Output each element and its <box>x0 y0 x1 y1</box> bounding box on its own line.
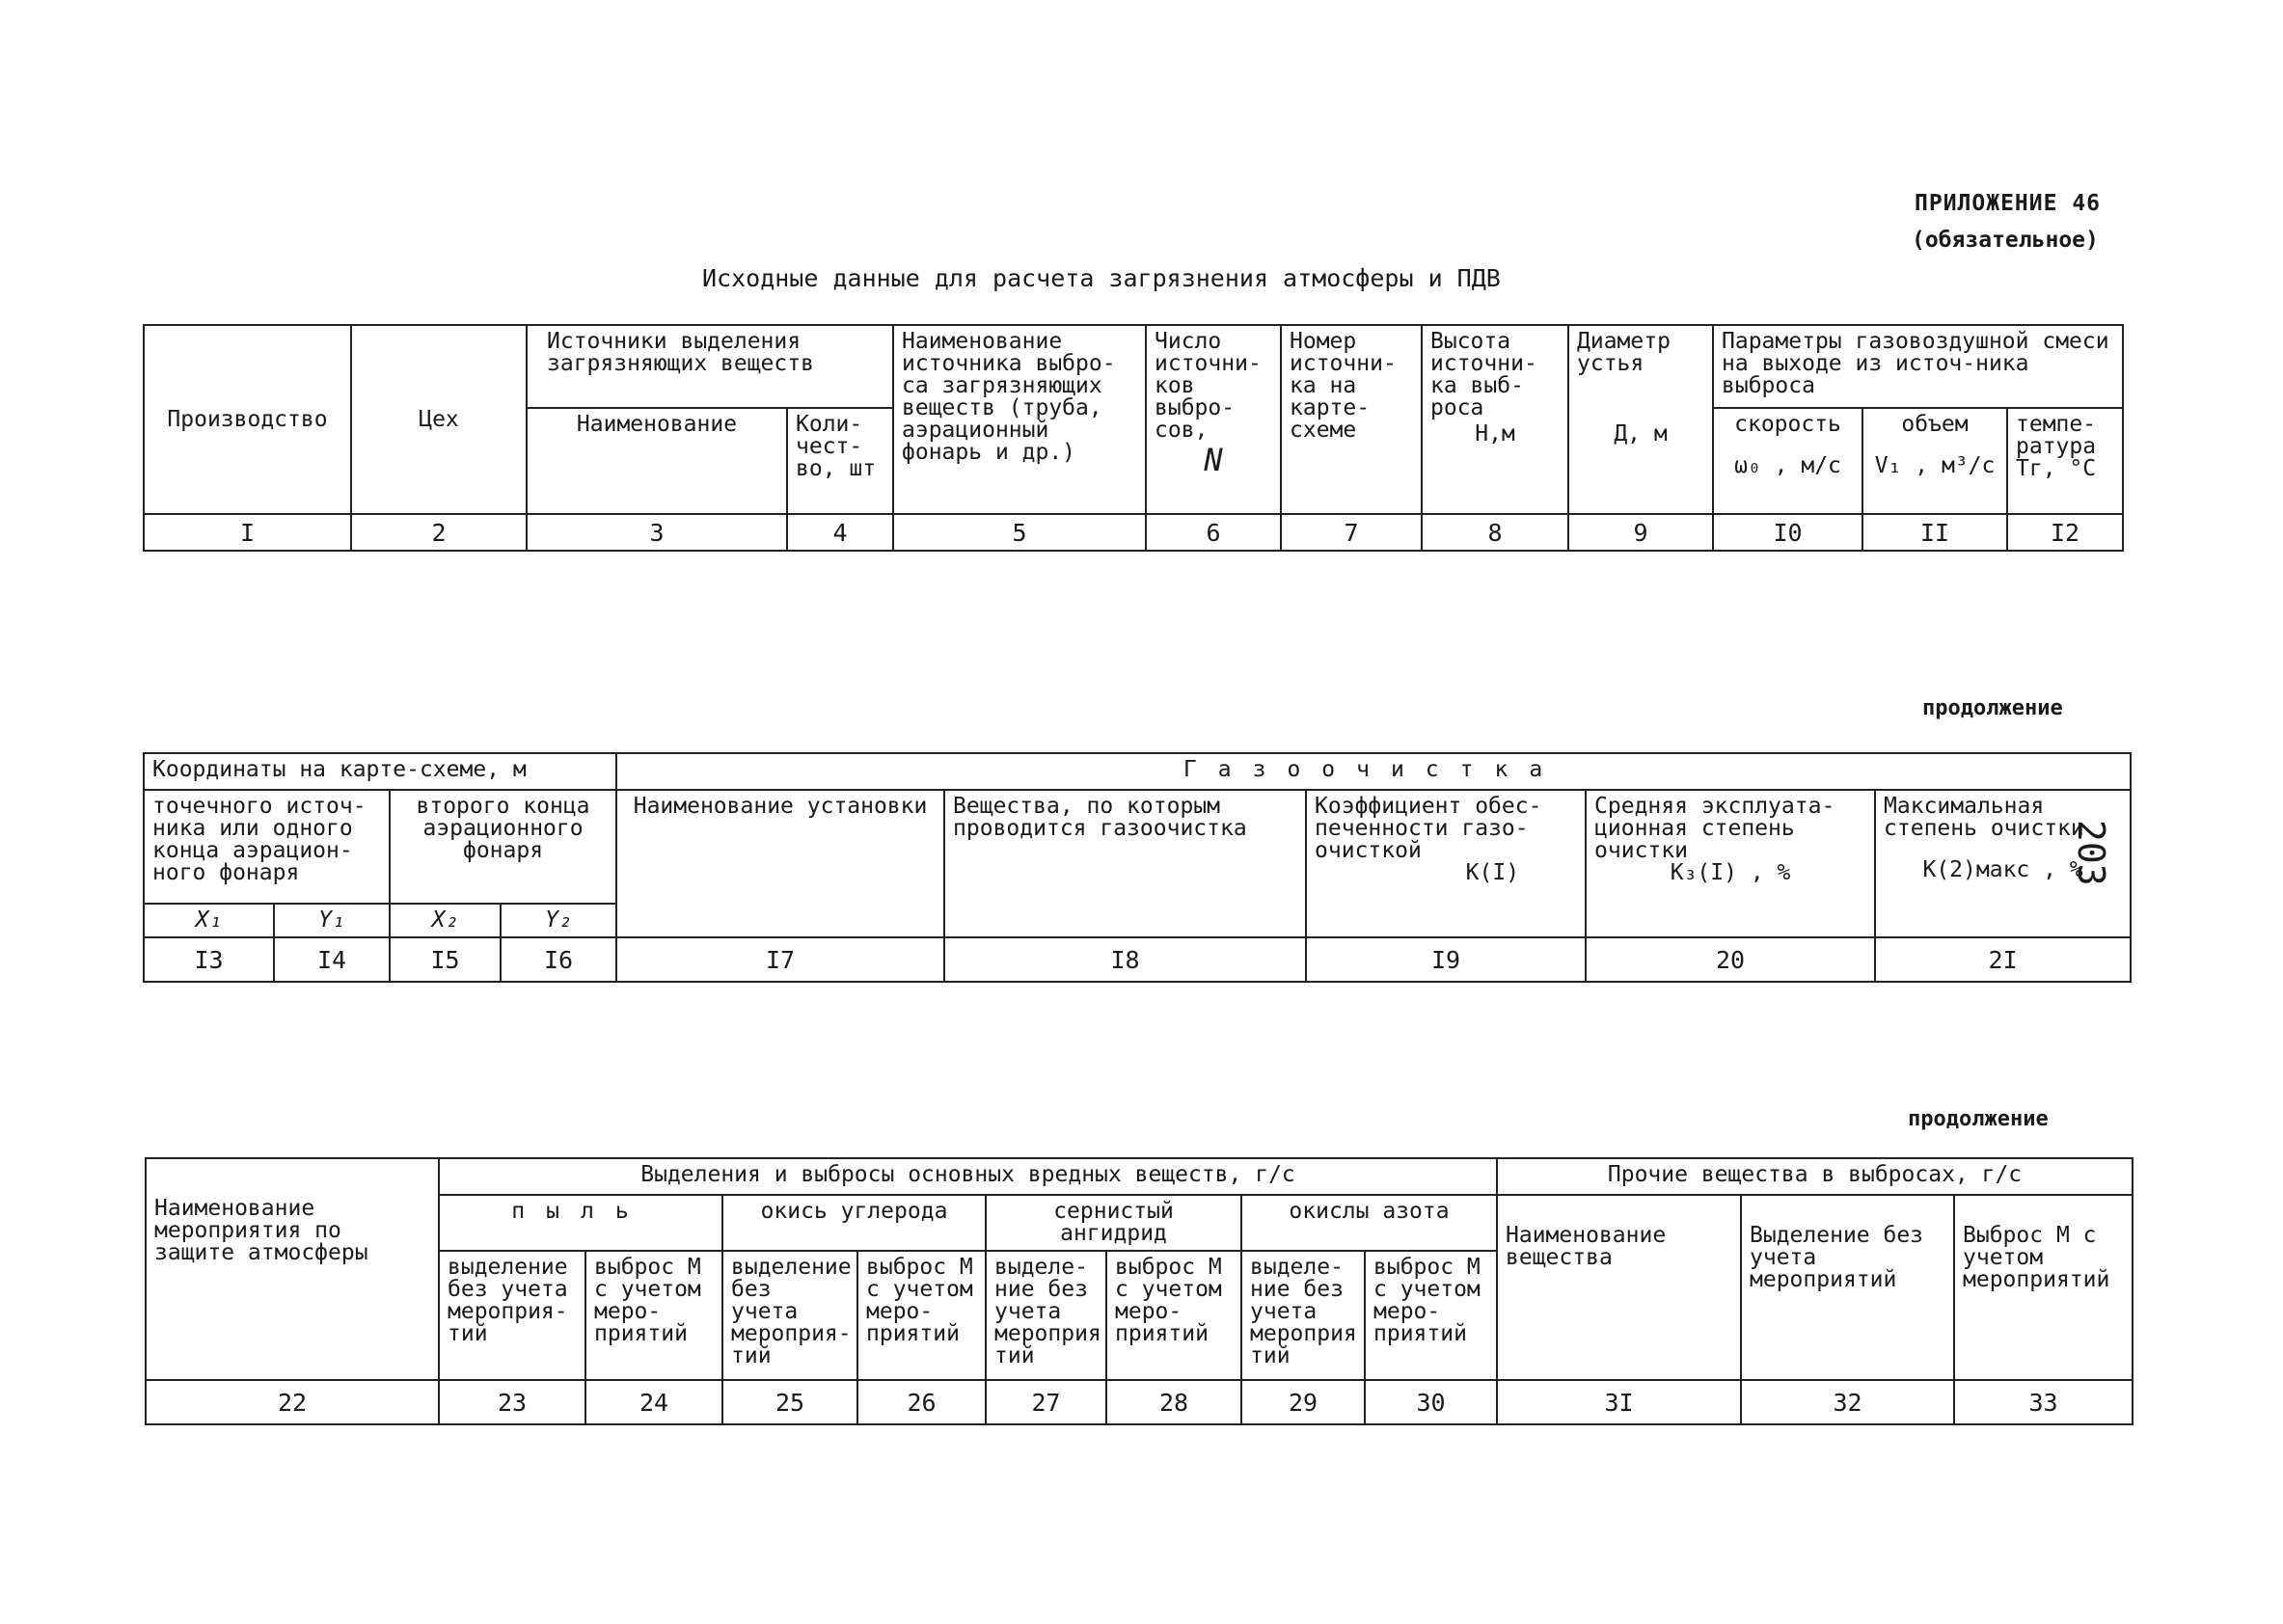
avg-degree-symbol: К₃(I) , % <box>1670 860 1791 885</box>
col-number: 25 <box>722 1380 857 1424</box>
col-number: 2I <box>1875 937 2131 982</box>
col-number: 26 <box>857 1380 986 1424</box>
page-number: 203 <box>2070 820 2112 886</box>
avg-degree-label: Средняя эксплуата-ционная степень очистки <box>1594 794 1835 863</box>
col-number: I2 <box>2007 514 2123 551</box>
header-shop: Цех <box>351 325 527 514</box>
col-number: I9 <box>1306 937 1586 982</box>
volume-unit: V₁ , м³/с <box>1874 453 1996 478</box>
col-number: 20 <box>1586 937 1875 982</box>
header-release-other: Выделение без учета мероприятий <box>1741 1195 1954 1380</box>
height-label: Высота источни-ка выб-роса <box>1430 329 1537 420</box>
speed-unit: ω₀ , м/с <box>1734 453 1841 478</box>
header-params-group: Параметры газовоздушной смеси на выходе из источ-ника выброса <box>1713 325 2123 408</box>
col-number: 24 <box>585 1380 722 1424</box>
header-y1: Y₁ <box>274 904 390 937</box>
col-number: 9 <box>1568 514 1713 551</box>
col-number: 32 <box>1741 1380 1954 1424</box>
header-source-number: Номер источни-ка на карте-схеме <box>1281 325 1422 514</box>
col-number: 22 <box>146 1380 439 1424</box>
header-substances: Вещества, по которым проводится газоочистка <box>944 790 1306 937</box>
header-co: окись углерода <box>722 1195 986 1251</box>
header-sources-group: Источники выделения загрязняющих веществ <box>527 325 893 408</box>
continuation-label: продолжение <box>1922 696 2063 720</box>
header-speed <box>1713 408 1862 514</box>
temperature-label: темпе-ратура <box>2016 412 2097 459</box>
num-sources-label: Число источни-ков выбро-сов, <box>1155 329 1262 443</box>
header-dust: пыль <box>439 1195 722 1251</box>
col-number: I7 <box>616 937 944 982</box>
header-max-degree <box>1875 790 2131 937</box>
diameter-unit: Д, м <box>1614 421 1668 447</box>
col-number: 3 <box>527 514 787 551</box>
header-coef <box>1306 790 1586 937</box>
header-nox-release: выделе-ние без учета мероприя тий <box>1241 1251 1365 1380</box>
header-volume <box>1862 408 2007 514</box>
coef-label: Коэффициент обес-печенности газо-очисткой <box>1315 794 1542 863</box>
col-number: I0 <box>1713 514 1862 551</box>
header-co-release: выделение без учета мероприя-тий <box>722 1251 857 1380</box>
header-emission-other: Выброс М с учетом мероприятий <box>1954 1195 2133 1380</box>
col-number: I8 <box>944 937 1306 982</box>
header-other-group: Прочие вещества в выбросах, г/с <box>1497 1158 2133 1195</box>
volume-label: объем <box>1901 412 1969 437</box>
header-x1: X₁ <box>144 904 274 937</box>
header-production: Производство <box>144 325 351 514</box>
header-substance-name: Наименование вещества <box>1497 1195 1741 1380</box>
source-params-table <box>143 324 2124 552</box>
col-number: 3I <box>1497 1380 1741 1424</box>
num-sources-symbol: N <box>1204 442 1223 478</box>
header-height <box>1422 325 1568 514</box>
col-number: 33 <box>1954 1380 2133 1424</box>
header-installation: Наименование установки <box>616 790 944 937</box>
coef-symbol: К(I) <box>1465 860 1520 885</box>
header-num-sources <box>1146 325 1281 514</box>
col-number: I5 <box>390 937 501 982</box>
header-dust-emission: выброс М с учетом меро-приятий <box>585 1251 722 1380</box>
header-diameter <box>1568 325 1713 514</box>
header-avg-degree <box>1586 790 1875 937</box>
col-number: 7 <box>1281 514 1422 551</box>
header-so2-release: выделе-ние без учета мероприя тий <box>986 1251 1106 1380</box>
header-coords-group: Координаты на карте-схеме, м <box>144 753 616 790</box>
col-number: 2 <box>351 514 527 551</box>
appendix-label: ПРИЛОЖЕНИЕ 46 <box>1915 191 2102 216</box>
col-number: II <box>1862 514 2007 551</box>
max-degree-label: Максимальная степень очистки <box>1884 794 2084 841</box>
col-number: 5 <box>893 514 1146 551</box>
header-measure-name: Наименование мероприятия по защите атмосферы <box>146 1158 439 1380</box>
emissions-table <box>145 1157 2134 1425</box>
speed-label: скорость <box>1734 412 1841 437</box>
header-y2: Y₂ <box>501 904 616 937</box>
col-number: 30 <box>1365 1380 1497 1424</box>
col-number: 8 <box>1422 514 1568 551</box>
col-number: 29 <box>1241 1380 1365 1424</box>
height-unit: Н,м <box>1475 421 1515 447</box>
header-gas-cleaning: Газоочистка <box>616 753 2131 790</box>
col-number: 28 <box>1106 1380 1241 1424</box>
gas-cleaning-table <box>143 752 2132 983</box>
header-so2-emission: выброс М с учетом меро-приятий <box>1106 1251 1241 1380</box>
temperature-unit: Тг, °С <box>2016 456 2097 481</box>
col-number: 4 <box>787 514 893 551</box>
header-dust-release: выделение без учета мероприя-тий <box>439 1251 585 1380</box>
header-source-name: Наименование <box>527 408 787 514</box>
diameter-label: Диаметр устья <box>1577 329 1671 376</box>
col-number: 27 <box>986 1380 1106 1424</box>
continuation-label-2: продолжение <box>1908 1107 2049 1131</box>
col-number: I3 <box>144 937 274 982</box>
document-title: Исходные данные для расчета загрязнения атмосферы и ПДВ <box>702 264 1501 292</box>
col-number: I4 <box>274 937 390 982</box>
max-degree-symbol: К(2)макс , % <box>1922 857 2083 882</box>
header-point-source: точечного источ-ника или одного конца аэрацион-ного фонаря <box>144 790 390 904</box>
col-number: 23 <box>439 1380 585 1424</box>
header-emission-source-name: Наименование источника выбро-са загрязняющих веществ (труба, аэрационный фонарь и др.) <box>893 325 1146 514</box>
header-nox: окислы азота <box>1241 1195 1497 1251</box>
header-emissions-group: Выделения и выбросы основных вредных веществ, г/с <box>439 1158 1497 1195</box>
header-second-end: второго конца аэрационного фонаря <box>390 790 616 904</box>
header-temperature <box>2007 408 2123 514</box>
col-number: 6 <box>1146 514 1281 551</box>
col-number: I <box>144 514 351 551</box>
header-source-count: Коли-чест-во, шт <box>787 408 893 514</box>
col-number: I6 <box>501 937 616 982</box>
header-co-emission: выброс М с учетом меро-приятий <box>857 1251 986 1380</box>
header-so2: сернистый ангидрид <box>986 1195 1241 1251</box>
header-x2: X₂ <box>390 904 501 937</box>
appendix-note: (обязательное) <box>1912 228 2099 253</box>
header-nox-emission: выброс М с учетом меро-приятий <box>1365 1251 1497 1380</box>
